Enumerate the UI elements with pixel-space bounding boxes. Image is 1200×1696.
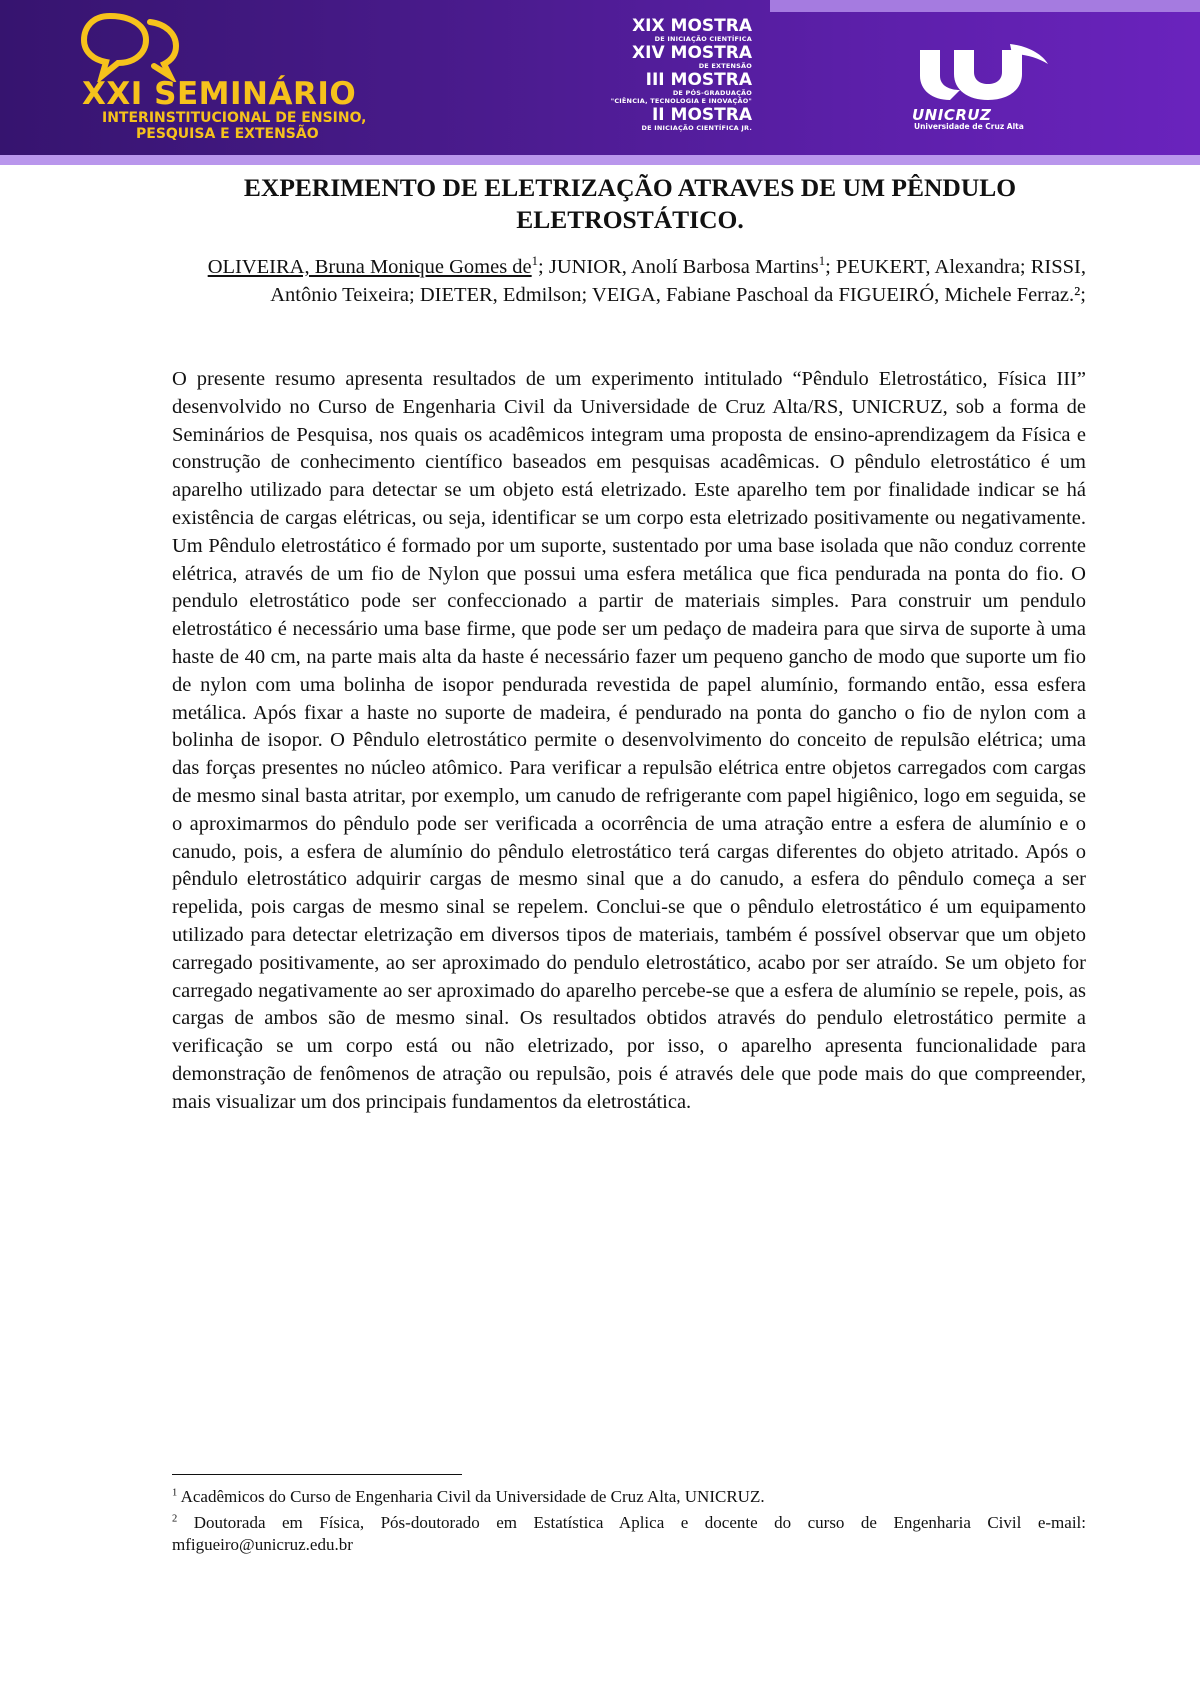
university-subtitle: Universidade de Cruz Alta (914, 122, 1024, 131)
author-list (200, 253, 1086, 309)
mostra-4-sub: DE INICIAÇÃO CIENTÍFICA JR. (641, 124, 752, 132)
mostra-2-title: XIV MOSTRA (632, 43, 752, 63)
mostra-1-sub: DE INICIAÇÃO CIENTÍFICA (654, 35, 752, 43)
mostra-2-sub: DE EXTENSÃO (698, 62, 752, 70)
seminar-subtitle-line2: PESQUISA E EXTENSÃO (136, 126, 319, 142)
mostra-3-title: III MOSTRA (645, 70, 752, 90)
university-name: UNICRUZ (912, 106, 992, 124)
seminar-subtitle-line1: INTERINSTITUCIONAL DE ENSINO, (102, 110, 367, 126)
speech-bubble-icon (80, 10, 200, 82)
header-banner (0, 0, 1200, 165)
footnote-2 (172, 1512, 1086, 1556)
mostra-3-sub: DE PÓS-GRADUAÇÃO (672, 89, 752, 97)
footnote-mark: 1 (172, 1487, 178, 1499)
footnote-1 (172, 1486, 1086, 1508)
footnote-divider (172, 1474, 462, 1475)
footnote-mark: 2 (172, 1513, 178, 1525)
banner-top-stripe (770, 0, 1200, 12)
mostras-list (552, 18, 752, 134)
affiliation-mark: 1 (531, 254, 539, 269)
footnote-text: Acadêmicos do Curso de Engenharia Civil da Universidade de Cruz Alta, UNICRUZ. (177, 1487, 765, 1506)
second-author: ; JUNIOR, Anolí Barbosa Martins (538, 256, 819, 278)
seminar-title: XXI SEMINÁRIO (82, 76, 357, 112)
first-author: OLIVEIRA, Bruna Monique Gomes de (207, 256, 532, 278)
footnote-text: Doutorada em Física, Pós-doutorado em Estatística Aplica e docente do curso de Engenharia Civil e-mail: mfigueiro@unicruz.edu.br (172, 1513, 1086, 1554)
unicruz-logo-icon (910, 42, 1060, 104)
mostra-4-title: II MOSTRA (651, 105, 752, 125)
paper-title: EXPERIMENTO DE ELETRIZAÇÃO ATRAVES DE UM PÊNDULO ELETROSTÁTICO. (243, 173, 1017, 234)
remaining-authors: ; PEUKERT, Alexandra; RISSI, Antônio Teixeira; DIETER, Edmilson; VEIGA, Fabiane Paschoal da FIGUEIRÓ, Michele Ferraz.²; (270, 256, 1086, 306)
mostra-3-sub2: "CIÊNCIA, TECNOLOGIA E INOVAÇÃO" (610, 97, 752, 105)
mostra-1-title: XIX MOSTRA (632, 16, 752, 36)
affiliation-mark: 1 (818, 254, 826, 269)
banner-bottom-stripe (0, 155, 1200, 165)
abstract-text: O presente resumo apresenta resultados de um experimento intitulado “Pêndulo Eletrostático, Física III” desenvolvido no Curso de Engenharia Civil da Universidade de Cruz Alta/RS, UNICRUZ, sob a forma de Seminários de Pesquisa, nos quais os acadêmicos integram uma proposta de ensino-aprendizagem da Física e construção de conhecimento científico baseados em pesquisas acadêmicas. O pêndulo eletrostático é um aparelho utilizado para detectar se um objeto está eletrizado. Este aparelho tem por finalidade indicar se há existência de cargas elétricas, ou seja, identificar se um corpo esta eletrizado positivamente ou negativamente. Um Pêndulo eletrostático é formado por um suporte, sustentado por uma base isolada que não conduz corrente elétrica, através de um fio de Nylon que possui uma esfera metálica que fica pendurada na ponta do fio. O pendulo eletrostático pode ser confeccionado a partir de materiais simples. Para construir um pendulo eletrostático é necessário uma base firme, que pode ser um pedaço de madeira para que sirva de suporte à uma haste de 40 cm, na parte mais alta da haste é necessário fazer um pequeno gancho de modo que suporte um fio de nylon com uma bolinha de isopor pendurada revestida de papel alumínio, formando então, essa esfera metálica. Após fixar a haste no suporte de madeira, é pendurado na ponta do gancho o fio de nylon com a bolinha de isopor. O Pêndulo eletrostático permite o desenvolvimento do conceito de repulsão elétrica; uma das forças presentes no núcleo atômico. Para verificar a repulsão elétrica entre objetos carregados com cargas de mesmo sinal basta atritar, por exemplo, um canudo de refrigerante com papel higiênico, logo em seguida, se o aproximarmos do pêndulo pode ser verificada a ocorrência de uma atração entre a esfera de alumínio e o canudo, pois, a esfera de alumínio do pêndulo eletrostático terá cargas diferentes do objeto atritado. Após o pêndulo eletrostático adquirir cargas de mesmo sinal que a do canudo, a esfera do pêndulo começa a ser repelida, pois cargas de mesmo sinal se repelem. Conclui-se que o pêndulo eletrostático é um equipamento utilizado para detectar eletrização em diversos tipos de materiais, também é possível observar que um objeto carregado positivamente, ao ser aproximado do pendulo eletrostático, acabo por ser atraído. Se um objeto for carregado negativamente ao ser aproximado do aparelho percebe-se que a esfera de alumínio se repele, pois, as cargas de ambos são de mesmo sinal. Os resultados obtidos através do pendulo eletrostático permite a verificação se um corpo está ou não eletrizado, por isso, o aparelho apresenta funcionalidade para demonstração de fenômenos de atração ou repulsão, pois é através dele que pode mais do que compreender, mais visualizar um dos principais fundamentos da eletrostática. (172, 368, 1086, 1113)
